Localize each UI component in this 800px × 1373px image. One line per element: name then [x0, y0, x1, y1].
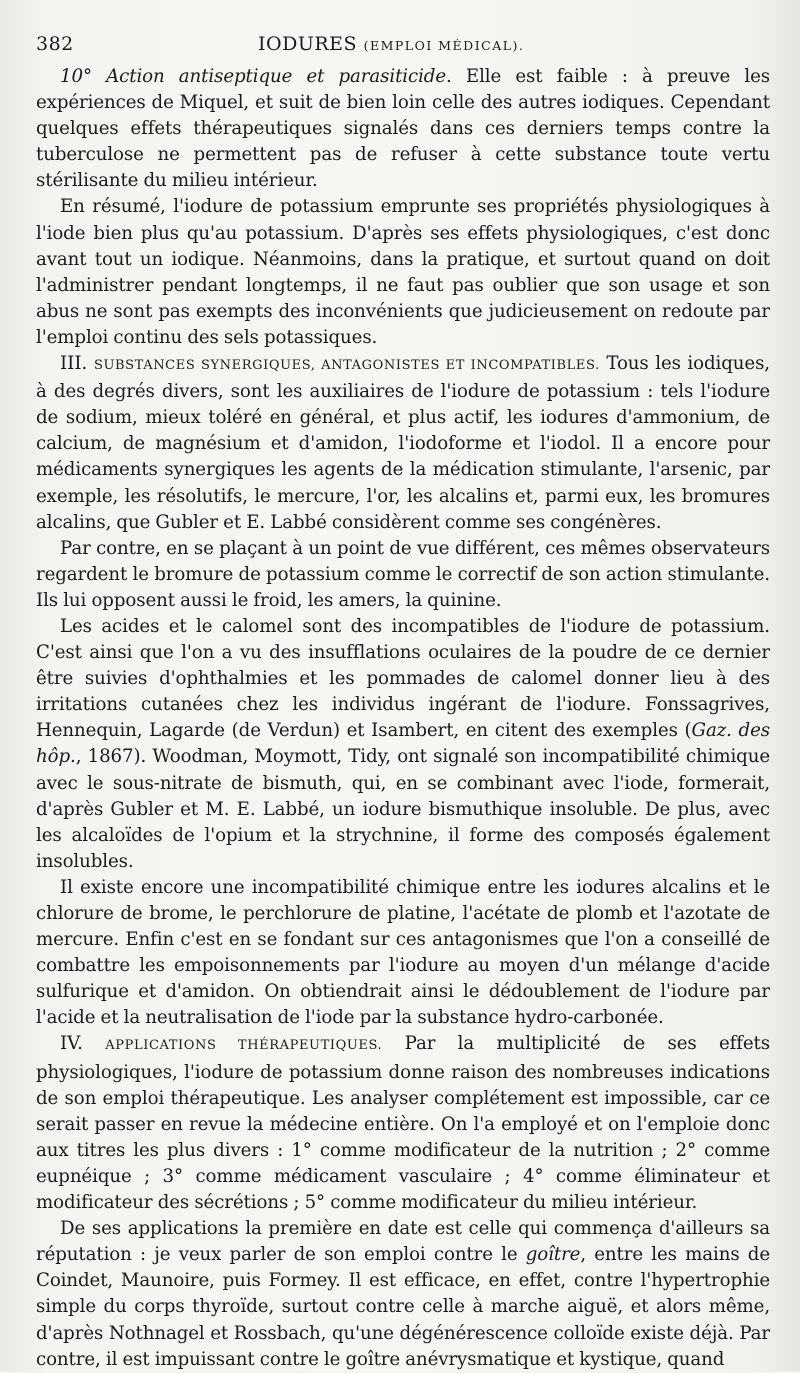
paragraph-heading: 10° Action antiseptique et parasiticide. — [60, 66, 452, 87]
running-title — [258, 24, 524, 66]
paragraph-text: Par la multiplicité de ses effets physiologiques, l'iodure de potassium donne raison des nombreuses indications de son emploi thérapeutique. Les analyser complétement est impossible, car ce serait passer en revue la médecine entière. On l'a employé et on l'emploie donc aux titres les plus divers : 1° comme modificateur de la nutrition ; 2° comme eupnéique ; 3° comme médicament vasculaire ; 4° comme éliminateur et modificateur des sécrétions ; 5° comme modificateur du milieu intérieur. — [36, 1033, 770, 1214]
paragraph-section-iii — [36, 351, 770, 536]
paragraph-antiseptic-action — [36, 64, 770, 194]
emphasis-term: goître — [525, 1244, 581, 1266]
section-number: IV. — [60, 1033, 83, 1055]
paragraph-incompatibles — [36, 614, 770, 875]
running-title-sub: (EMPLOI MÉDICAL). — [363, 38, 525, 53]
paragraph-text-continued: , 1867). Woodman, Moymott, Tidy, ont signalé son incompatibilité chimique avec le sous-nitrate de bismuth, qui, en se combinant avec l'iode, formerait, d'après Gubler et M. E. Labbé, un iodure bismuthique insoluble. De plus, avec les alcaloïdes de l'opium et la strychnine, il forme des composés également insolubles. — [36, 746, 770, 872]
paragraph-text: Tous les iodiques, à des degrés divers, sont les auxiliaires de l'iodure de potassium : tels l'iodure de sodium, mieux toléré en général, et plus actif, les iodures d'ammonium, de calcium, de magnésium et d'amidon, l'iodoforme et l'iodol. Il a encore pour médicaments synergiques les agents de la médication stimulante, l'arsenic, par exemple, les résolutifs, le mercure, l'or, les alcalins et, parmi eux, les bromures alcalins, que Gubler et E. Labbé considèrent comme ses congénères. — [36, 353, 770, 533]
paragraph-text: De ses applications la première en date est celle qui commença d'ailleurs sa réputation : je veux parler de son emploi contre le — [36, 1218, 770, 1266]
paragraph-goitre — [36, 1216, 770, 1373]
paragraph-text: Les acides et le calomel sont des incompatibles de l'iodure de potassium. C'est ainsi que l'on a vu des insufflations oculaires de la poudre de ce dernier être suivies d'ophthalmies et les pommades de calomel donner lieu à des irritations cutanées chez les individus ingérant de l'iodure. Fonssagrives, Hennequin, Lagarde (de Verdun) et Isambert, en citent des exemples ( — [36, 615, 770, 742]
paragraph-section-iv — [36, 1031, 770, 1216]
paragraph-text-continued: , entre les mains de Coindet, Maunoire, puis Formey. Il est efficace, en effet, contre l'hypertrophie simple du corps thyroïde, surtout contre celle à marche aiguë, et alors même, d'après Nothnagel et Rossbach, qu'une dégénérescence colloïde existe déjà. Par contre, il est impuissant contre le goître anévrysmatique et kystique, quand — [36, 1244, 770, 1370]
section-heading: APPLICATIONS THÉRAPEUTIQUES. — [105, 1038, 383, 1054]
section-heading: SUBSTANCES SYNERGIQUES, ANTAGONISTES ET INCOMPATIBLES. — [93, 358, 600, 374]
paragraph-summary: En résumé, l'iodure de potassium emprunte ses propriétés physiologiques à l'iode bien plus qu'au potassium. D'après ses effets physiologiques, c'est donc avant tout un iodique. Néanmoins, dans la pratique, et surtout quand on doit l'administrer pendant longtemps, il ne faut pas oublier que son usage et son abus ne sont pas exempts des inconvénients que judicieusement on redoute par l'emploi continu des sels potassiques. — [36, 196, 770, 348]
running-header — [36, 24, 770, 64]
paragraph-chemical-incompatibility: Il existe encore une incompatibilité chimique entre les iodures alcalins et le chlorure de brome, le perchlorure de platine, l'acétate de plomb et l'azotate de mercure. Enfin c'est en se fondant sur ces antagonismes que l'on a conseillé de combattre les empoisonnements par l'iodure au moyen d'un mélange d'acide sulfurique et d'amidon. On obtiendrait ainsi le dédoublement de l'iodure par l'acide et la neutralisation de l'iode par la substance hydro-carbonée. — [36, 876, 770, 1029]
running-title-main: IODURES — [258, 33, 358, 55]
section-number: III. — [60, 353, 88, 375]
paragraph-counter: Par contre, en se plaçant à un point de vue différent, ces mêmes observateurs regardent le bromure de potassium comme le correctif de son action stimulante. Ils lui opposent aussi le froid, les amers, la quinine. — [36, 537, 770, 611]
page-number: 382 — [36, 33, 74, 55]
paragraph-text: Elle est faible : à preuve les expériences de Miquel, et suit de bien loin celle des autres iodiques. Cependant quelques effets thérapeutiques signalés dans ces derniers temps contre la tuberculose ne permettent pas de refuser à cette substance toute vertu stérilisante du milieu intérieur. — [36, 66, 770, 192]
body-text — [36, 64, 770, 1373]
citation-title: Gaz. des hôp. — [36, 720, 770, 768]
